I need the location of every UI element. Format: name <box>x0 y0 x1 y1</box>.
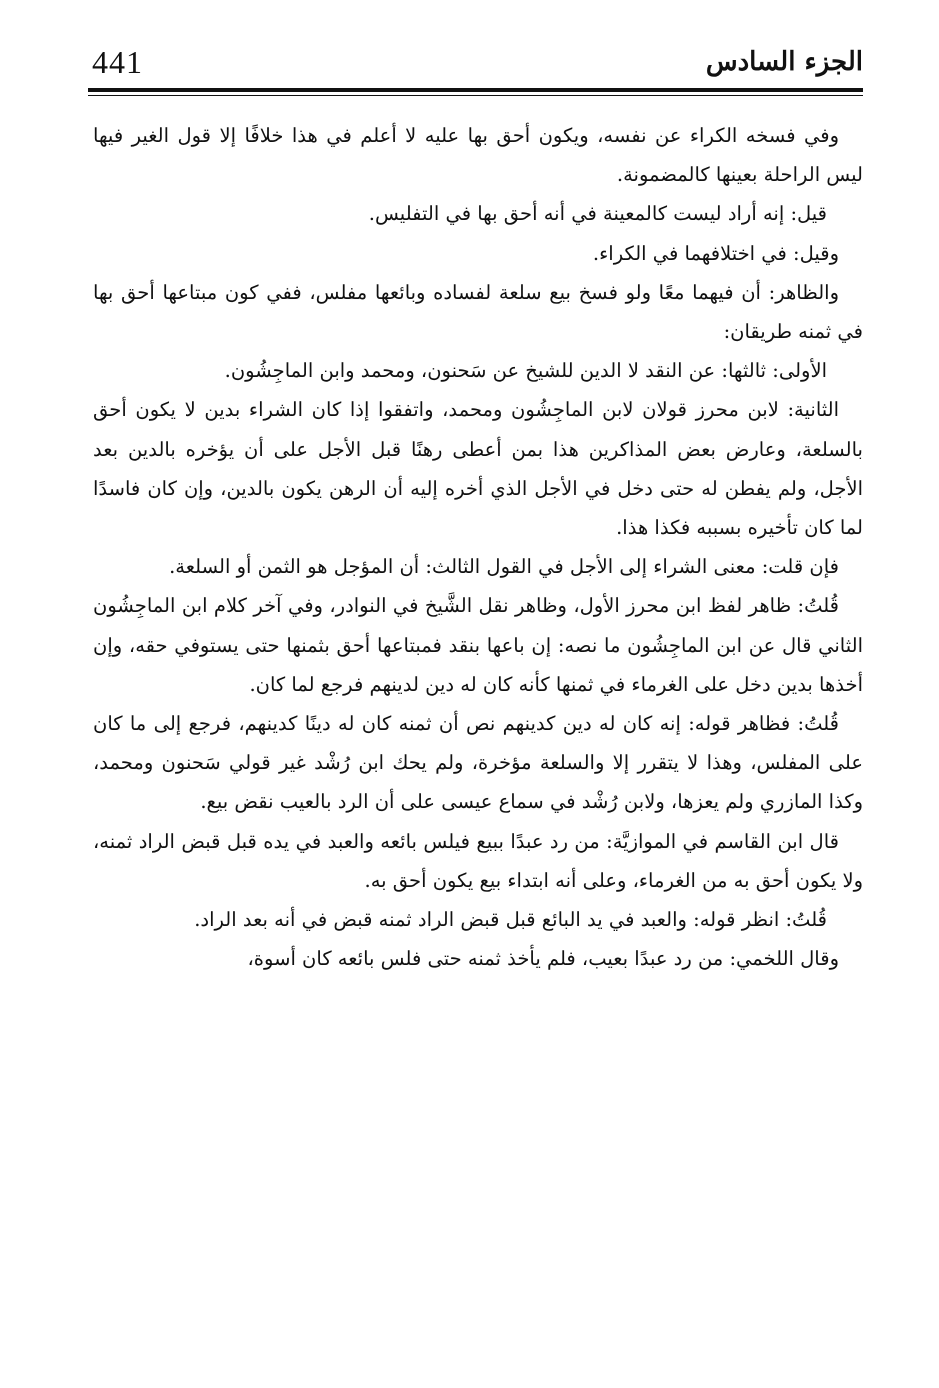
paragraph: قُلتُ: فظاهر قوله: إنه كان له دين كدينهم نص أن ثمنه كان له دينًا كدينهم، فرجع إلى ما كان على المفلس، وهذا لا يتقرر إلا والسلعة مؤخرة، ولم يحك ابن رُشْد غير قولي سَحنون ومحمد، وكذا المازري ولم يعزها، ولابن رُشْد في سماع عيسى على أن الرد بالعيب نقض بيع. <box>93 712 863 814</box>
paragraph: قيل: إنه أراد ليست كالمعينة في أنه أحق بها في التفليس. <box>368 202 827 226</box>
paragraph: وقيل: في اختلافهما في الكراء. <box>592 241 839 265</box>
paragraph: قال ابن القاسم في الموازيَّة: من رد عبدًا ببيع فيلس بائعه والعبد في يده قبل قبض الراد ثمنه، ولا يكون أحق به من الغرماء، وعلى أنه ابتداء بيع يكون أحق به. <box>93 829 863 892</box>
main-text <box>93 116 863 978</box>
paragraph: والظاهر: أن فيهما معًا ولو فسخ بيع سلعة لفساده وبائعها مفلس، ففي كون مبتاعها أحق بها في ثمنه طريقان: <box>93 280 863 344</box>
paragraph: قُلتُ: ظاهر لفظ ابن محرز الأول، وظاهر نقل الشَّيخ في النوادر، وفي آخر كلام ابن الماجِشُون الثاني قال عن ابن الماجِشُون ما نصه: إن باعها بنقد فمبتاعها أحق بثمنها حتى يستوفي حقه، وإن أخذها بدين دخل على الغرماء في ثمنها كأنه كان له دين لدينهم فرجع لما كان. <box>93 594 863 696</box>
header-rule-thick <box>88 88 863 92</box>
paragraph: وقال اللخمي: من رد عبدًا بعيب، فلم يأخذ ثمنه حتى فلس بائعه كان أسوة، <box>247 947 839 971</box>
paragraph: الثانية: لابن محرز قولان لابن الماجِشُون ومحمد، واتفقوا إذا كان الشراء بدين لا يكون أحق بالسلعة، وعارض بعض المذاكرين هذا بمن أعطى رهنًا قبل الأجل على أن يؤخره بالدين بعد الأجل، ولم يفطن له حتى دخل في الأجل الذي أخره إليه أن الرهن يكون بالدين، وإن كان فاسدًا لما كان تأخيره بسببه فكذا هذا. <box>93 398 863 540</box>
paragraph: قُلتُ: انظر قوله: والعبد في يد البائع قبل قبض الراد ثمنه قبض في أنه بعد الراد. <box>194 908 827 932</box>
running-title: الجزء السادس <box>705 47 863 77</box>
header-rule-thin <box>88 95 863 96</box>
paragraph: وفي فسخه الكراء عن نفسه، ويكون أحق بها عليه لا أعلم في هذا خلافًا إلا قول الغير فيها ليس الراحلة بعينها كالمضمونة. <box>93 124 863 187</box>
page-header <box>88 40 863 86</box>
page-number: 441 <box>92 44 143 80</box>
paragraph: فإن قلت: معنى الشراء إلى الأجل في القول الثالث: أن المؤجل هو الثمن أو السلعة. <box>169 555 839 579</box>
paragraph: الأولى: ثالثها: عن النقد لا الدين للشيخ عن سَحنون، ومحمد وابن الماجِشُون. <box>224 359 827 383</box>
